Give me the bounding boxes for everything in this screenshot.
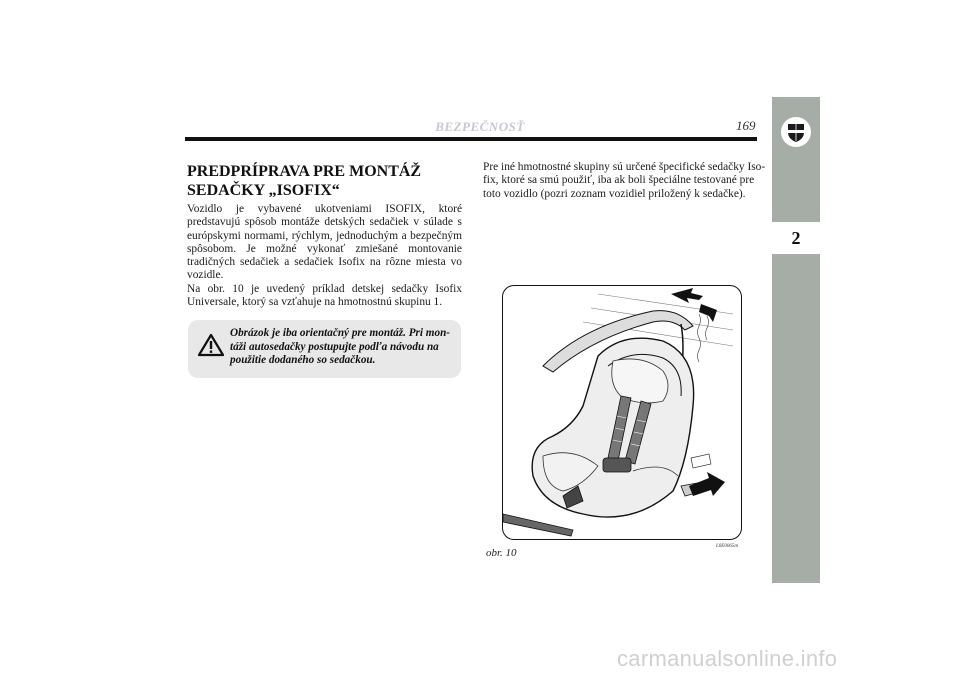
body-line: fix, ktoré sa smú použiť, iba ak boli špeciálne testované pre [483, 174, 755, 187]
section-title [187, 162, 457, 200]
warning-line: táži autosedačky postupujte podľa návodu na [230, 340, 439, 353]
chapter-number: 2 [772, 222, 820, 254]
chapter-side-tab [772, 97, 820, 583]
isofix-child-seat-illustration [503, 286, 741, 539]
watermark: carmanualsonline.info [617, 646, 838, 671]
section-title-line: PREDPRÍPRAVA PRE MONTÁŽ [187, 163, 422, 180]
header-rule [185, 137, 757, 141]
warning-note [188, 320, 461, 378]
warning-text [230, 327, 450, 368]
page-number: 169 [736, 118, 756, 133]
body-line: Pre iné hmotnostné skupiny sú určené špecifické sedačky Iso- [483, 161, 766, 173]
body-paragraph: Vozidlo je vybavené ukotveniami ISOFIX, ktoré predstavujú spôsob montáže detských sedačiek v súlade s európskymi normami, rýchlym, jednoduchým a bezpečným spôsobom. Je možné vykonať zmiešané montovanie tradičných sedačiek a sedačiek Isofix na rôzne miesta vo vozidle. [187, 203, 462, 282]
body-paragraph: Na obr. 10 je uvedený príklad detskej sedačky Isofix Universale, ktorý sa vzťahuje na hmotnostnú skupinu 1. [187, 282, 462, 309]
figure-isofix-seat [502, 285, 742, 540]
figure-caption: obr. 10 [486, 547, 517, 559]
lancia-shield-icon [781, 117, 811, 147]
warning-line: použitie dodaného so sedačkou. [230, 354, 376, 366]
warning-line: Obrázok je iba orientačný pre montáž. Pri mon- [230, 327, 451, 339]
running-header-title: BEZPEČNOSŤ [435, 119, 525, 134]
body-line: toto vozidlo (pozri zoznam vozidiel priložený k sedačke). [483, 187, 746, 200]
warning-triangle-icon [198, 333, 224, 362]
left-column-text [187, 203, 462, 309]
right-column-text [483, 161, 766, 201]
section-title-line: SEDAČKY „ISOFIX“ [187, 182, 340, 199]
figure-code: L0E0065m [716, 544, 738, 549]
